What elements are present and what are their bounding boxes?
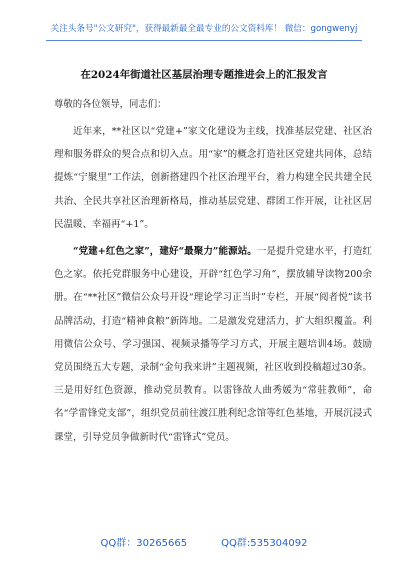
document-title: 在2024年街道社区基层治理专题推进会上的汇报发言 <box>80 69 328 81</box>
paragraph-intro: 近年来，**社区以“党建+”家文化建设为主线，找准基层党建、社区治理和服务群众的契合点和切入点。用“家”的概念打造社区党建共同体，总结提炼“宁聚里”工作法，创新搭建四个社区治理平台，着力构建全民共建全民共治、全民共享社区治理新格局，推动基层党建、群团工作开展，让社区居民温暖、幸福再“+1”。 <box>54 126 372 230</box>
footer-contacts <box>0 534 408 549</box>
salutation: 尊敬的各位领导，同志们： <box>54 99 167 110</box>
paragraph-body: 一是提升党建水平，打造红色之家。依托党群服务中心建设，开辟“红色学习角”，摆放辅导读物200余册。在“**社区”微信公众号开设“理论学习正当时”专栏，开展“阅者悦”读书品牌活动，打造“精神食粮”新阵地。二是激发党建活力，扩大组织覆盖。利用微信公众号、学习强国、视频录播等学习方式，开展主题培训4场。鼓励党员围绕五大专题，录制“金句我来讲”主题视频，社区收到投稿超过30条。三是用好红色资源，推动党员教育。以雷锋故人曲秀媛为“常驻教师”，命名“学雷锋党支部”，组织党员前往渡江胜利纪念馆等红色基地，开展沉浸式课堂，引导党员争做新时代“雷锋式”党员。 <box>54 246 372 443</box>
header-divider <box>46 40 362 41</box>
paragraph-red-home <box>54 240 372 449</box>
qq-group-1[interactable]: QQ群：30265665 <box>100 538 188 549</box>
paragraph-heading: “党建+红色之家”，建好“最聚力”能源站。 <box>73 246 257 257</box>
qq-group-2[interactable]: QQ群:535304092 <box>221 538 308 549</box>
header-banner[interactable]: 关注头条号"公文研究"，获得最新最全最专业的公文资料库！ 微信：gongwenyj <box>50 24 358 34</box>
